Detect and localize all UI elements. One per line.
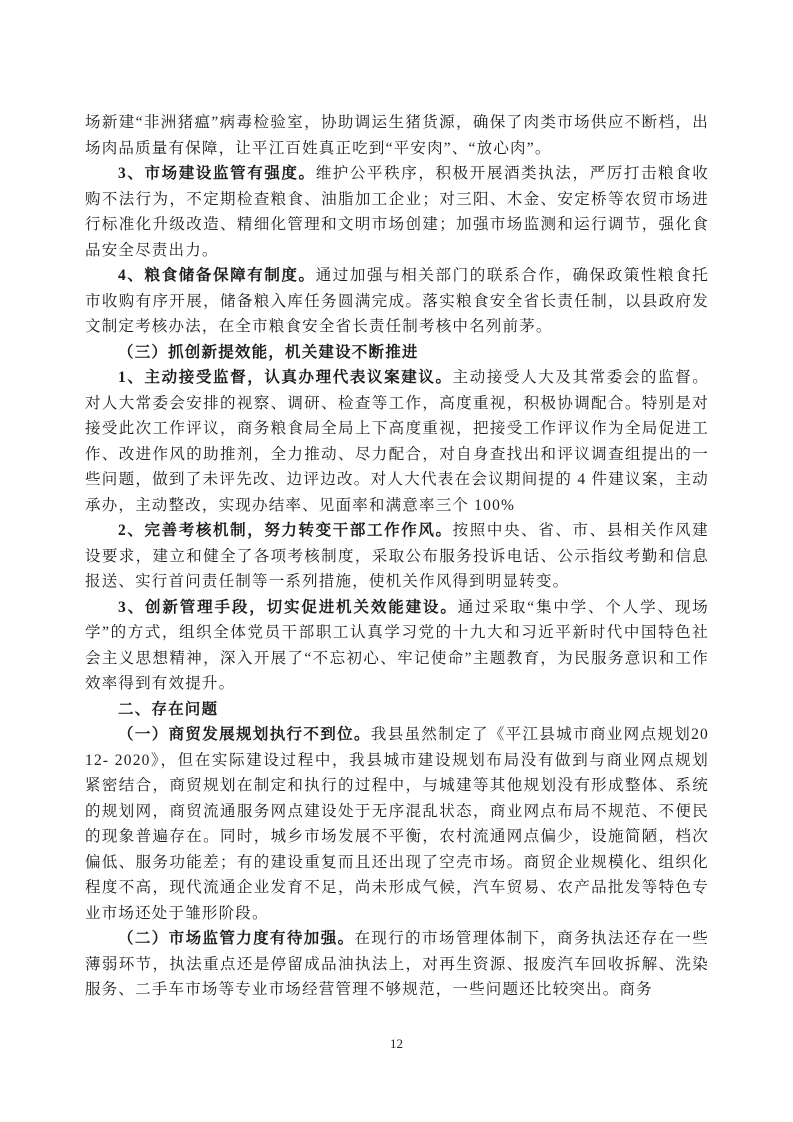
page-number: 12: [390, 1036, 403, 1051]
paragraph-assessment-mechanism: [85, 518, 709, 595]
paragraph-text: 维护公平秩序，积极开展酒类执法，严厉打击粮食收购不法行为，不定期检查粮食、油脂加工企业；对三阳、木金、安定桥等农贸市场进行标准化升级改造、精细化管理和文明市场创建；加强市场监测和运行调节，强化食品安全尽责出力。: [85, 165, 709, 259]
heading-section-three-innovation: [85, 340, 709, 366]
paragraph-accept-supervision: [85, 365, 709, 518]
paragraph-lead: （二）市场监管力度有待加强。: [118, 930, 355, 947]
section-heading: 二、存在问题: [118, 700, 219, 718]
heading-existing-problems: [85, 697, 709, 723]
paragraph-lead: （一）商贸发展规划执行不到位。: [118, 726, 371, 743]
paragraph-text: 在现行的市场管理体制下，商务执法还存在一些薄弱环节，执法重点还是停留成品油执法上，对再生资源、报废汽车回收拆解、洗染服务、二手车市场等专业市场经营管理不够规范，一些问题还比较突出。商务: [85, 930, 710, 998]
paragraph-market-regulation-issue: [85, 926, 709, 1003]
paragraph-lead: 1、主动接受监督，认真办理代表议案建议。: [118, 369, 453, 386]
paragraph-lead: 2、完善考核机制，努力转变干部工作作风。: [118, 522, 453, 539]
paragraph-lead: 3、创新管理手段，切实促进机关效能建设。: [118, 598, 458, 616]
paragraph-management-innovation: [85, 595, 709, 697]
paragraph-lead: 3、市场建设监管有强度。: [118, 165, 316, 182]
document-body: [85, 110, 709, 1003]
paragraph-text: 按照中央、省、市、县相关作风建设要求，建立和健全了各项考核制度，采取公布服务投诉电话、公示指纹考勤和信息报送、实行首问责任制等一系列措施，使机关作风得到明显转变。: [85, 522, 709, 590]
paragraph-pork-market-continuation: [85, 110, 709, 161]
section-heading: （三）抓创新提效能，机关建设不断推进: [118, 343, 419, 361]
paragraph-market-construction-supervision: [85, 161, 709, 263]
paragraph-text: 场新建“非洲猪瘟”病毒检验室，协助调运生猪货源，确保了肉类市场供应不断档，出场肉品质量有保障，让平江百姓真正吃到“平安肉”、“放心肉”。: [85, 114, 709, 157]
paragraph-grain-reserve-system: [85, 263, 709, 340]
paragraph-text: 通过采取“集中学、个人学、现场学”的方式，组织全体党员干部职工认真学习党的十九大和习近平新时代中国特色社会主义思想精神，深入开展了“不忘初心、牢记使命”主题教育，为民服务意识和工作效率得到有效提升。: [85, 598, 709, 692]
paragraph-commerce-planning-issue: [85, 722, 709, 926]
paragraph-text: 我县虽然制定了《平江县城市商业网点规划2012- 2020》，但在实际建设过程中，我县城市建设规划布局没有做到与商业网点规划紧密结合，商贸规划在制定和执行的过程中，与城建等其他规划没有形成整体、系统的规划网，商贸流通服务网点建设处于无序混乱状态，商业网点布局不规范、不便民的现象普遍存在。同时，城乡市场发展不平衡，农村流通网点偏少，设施简陋，档次偏低、服务功能差；有的建设重复而且还出现了空壳市场。商贸企业规模化、组织化程度不高，现代流通企业发育不足，尚未形成气候，汽车贸易、农产品批发等特色专业市场还处于雏形阶段。: [85, 726, 709, 922]
paragraph-text: 主动接受人大及其常委会的监督。对人大常委会安排的视察、调研、检查等工作，高度重视，积极协调配合。特别是对接受此次工作评议，商务粮食局全局上下高度重视，把接受工作评议作为全局促进工作、改进作风的助推剂，全力推动、尽力配合，对自身查找出和评议调查组提出的一些问题，做到了未评先改、边评边改。对人大代表在会议期间提的 4 件建议案，主动承办，主动整改，实现办结率、见面率和满意率三个 100%: [85, 369, 709, 514]
paragraph-lead: 4、粮食储备保障有制度。: [118, 267, 316, 284]
paragraph-text: 通过加强与相关部门的联系合作，确保政策性粮食托市收购有序开展，储备粮入库任务圆满完成。落实粮食安全省长责任制，以县政府发文制定考核办法，在全市粮食安全省长责任制考核中名列前茅。: [85, 267, 709, 335]
